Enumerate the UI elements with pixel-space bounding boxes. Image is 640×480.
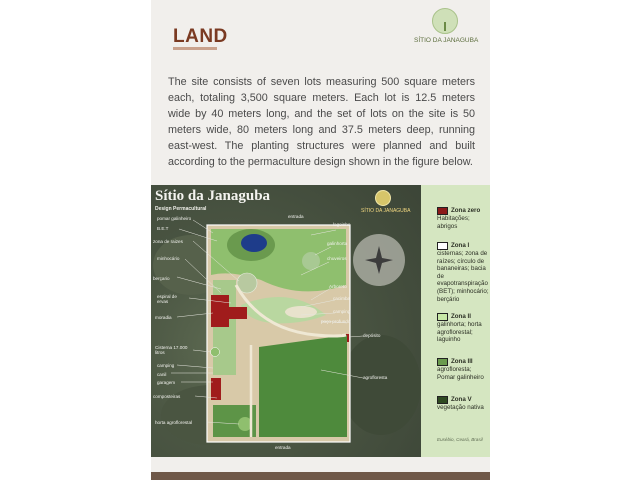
label-garagem: garagem <box>157 380 176 385</box>
site-map-drawing <box>151 185 421 457</box>
legend-swatch <box>437 313 448 321</box>
legend-swatch <box>437 396 448 404</box>
moradia-building <box>225 307 247 319</box>
label-camping-right: camping <box>333 309 351 314</box>
figure-credit: Eusébio, Ceará, Brasil <box>437 437 483 442</box>
label-espiral-ervas: espiral de ervas <box>157 294 177 304</box>
legend-name: Zona III <box>451 358 473 366</box>
legend-zona-iii <box>437 358 489 381</box>
legend-text: agrofloresta; Pomar galinheiro <box>437 366 484 381</box>
label-chuveiros: chuveiros <box>327 256 347 261</box>
legend-zona-i <box>437 242 489 303</box>
legend-name: Zona II <box>451 313 471 321</box>
site-logo <box>414 8 479 50</box>
permaculture-design-figure <box>151 185 490 457</box>
label-poco-profundo: poço profundo <box>321 319 351 324</box>
label-galinhorta: galinhorta <box>327 241 348 246</box>
section-heading: LAND <box>173 26 228 47</box>
site-map <box>151 185 421 457</box>
figure-subtitle: Design Permacultural <box>155 206 207 212</box>
legend-zona-v <box>437 396 489 412</box>
label-camping-left: camping <box>157 363 175 368</box>
label-cisterna: Cisterna 17.000 litros <box>155 345 188 355</box>
lagoinho-pond <box>241 234 267 252</box>
label-agrofloresta: agrofloresta <box>363 375 388 380</box>
legend-name: Zona zero <box>451 207 481 215</box>
legend-name: Zona I <box>451 242 470 250</box>
legend-zona-ii <box>437 313 489 344</box>
label-moradia: moradia <box>155 315 172 320</box>
label-composteiras: composteiras <box>153 394 181 399</box>
body-paragraph: The site consists of seven lots measuring 500 square meters each, totaling 3,500 square meters. Each lot is 12.5 meters wide by 40 meters long, and the set of lots on the site is 50 meters wide, 80 meters long and 37.5 meters deep, running east-west. The planting structures were planned and built according to the permaculture design shown in the figure below. <box>168 75 475 168</box>
figure-title: Sítio da Janaguba <box>155 188 271 204</box>
label-arboreto: Arboreto <box>329 284 347 289</box>
footer-bar <box>151 472 490 480</box>
label-minhocario: minhocário <box>157 256 180 261</box>
label-canil: canil <box>157 372 167 377</box>
legend-text: vegetação nativa <box>437 404 484 411</box>
native-vegetation-patch <box>341 335 421 435</box>
tree-logo-icon <box>432 8 458 34</box>
label-lagoinho: lagoinho <box>333 222 351 227</box>
legend-text: Habitações; abrigos <box>437 215 470 230</box>
label-horta-agroflorestal: horta agroflorestal <box>155 420 193 425</box>
legend-zona-zero <box>437 207 489 230</box>
label-bercario: berçario <box>153 276 170 281</box>
camping-area <box>285 306 317 318</box>
agrofloresta-area <box>259 335 347 437</box>
label-pomar-galinheiro: pomar galinheiro <box>157 216 192 221</box>
heading-underline <box>173 47 217 50</box>
label-deposito: depósito <box>363 333 381 338</box>
zone-legend <box>421 185 490 457</box>
logo-text: SÍTIO DA JANAGUBA <box>414 37 479 44</box>
label-zona-raizes: zona de raizes <box>153 239 183 244</box>
label-entrada-top: entrada <box>288 214 304 219</box>
legend-text: cisternas; zona de raízes; círculo de bananeiras; bacia de evapotranspiração (BET); minhocário; berçário <box>437 250 489 303</box>
garagem-building <box>211 378 221 400</box>
label-bet: B.E.T <box>157 226 169 231</box>
figure-logo <box>361 190 411 214</box>
legend-swatch <box>437 242 448 250</box>
legend-swatch <box>437 358 448 366</box>
zone-i-area <box>213 280 236 375</box>
label-entrada-bottom: entrada <box>275 445 291 450</box>
figure-logo-text: SÍTIO DA JANAGUBA <box>361 208 411 214</box>
legend-name: Zona V <box>451 396 472 404</box>
legend-text: galinhorta; horta agroflorestal; laguinho <box>437 321 482 344</box>
legend-swatch <box>437 207 448 215</box>
label-cacimba: cacimba <box>333 296 351 301</box>
sun-logo-icon <box>375 190 391 206</box>
document-page <box>151 0 490 480</box>
cisterna-circle <box>211 348 220 357</box>
